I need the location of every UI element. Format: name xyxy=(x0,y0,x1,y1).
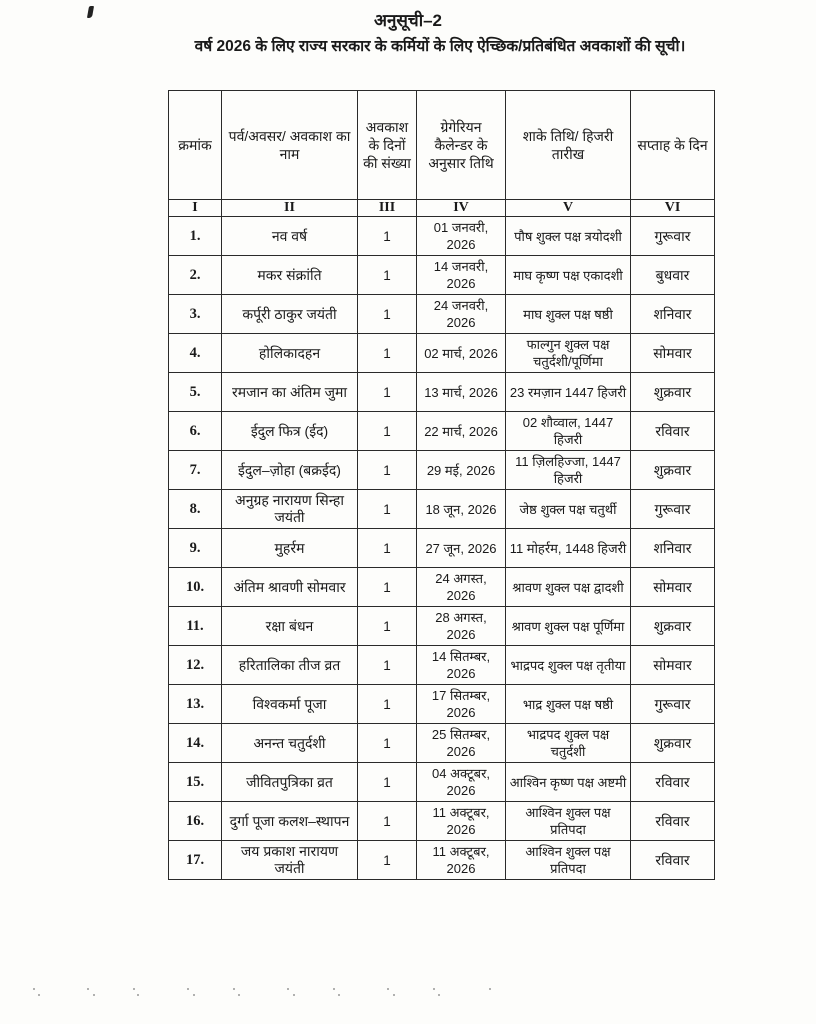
gregorian-date-cell: 11 अक्टूबर, 2026 xyxy=(417,841,506,880)
header-gregorian-date: ग्रेगेरियन कैलेन्डर के अनुसार तिथि xyxy=(417,91,506,200)
days-count-cell: 1 xyxy=(358,334,417,373)
gregorian-date-cell: 25 सितम्बर, 2026 xyxy=(417,724,506,763)
table-row xyxy=(169,256,715,295)
serial-number-cell: 7. xyxy=(169,451,222,490)
header-saka-hijri-date: शाके तिथि/ हिजरी तारीख xyxy=(506,91,631,200)
weekday-cell: बुधवार xyxy=(631,256,715,295)
occasion-name-cell: दुर्गा पूजा कलश–स्थापन xyxy=(222,802,358,841)
gregorian-date-cell: 13 मार्च, 2026 xyxy=(417,373,506,412)
table-row xyxy=(169,295,715,334)
gregorian-date-cell: 11 अक्टूबर, 2026 xyxy=(417,802,506,841)
weekday-cell: सोमवार xyxy=(631,646,715,685)
occasion-name-cell: हरितालिका तीज व्रत xyxy=(222,646,358,685)
table-row xyxy=(169,451,715,490)
days-count-cell: 1 xyxy=(358,490,417,529)
serial-number-cell: 10. xyxy=(169,568,222,607)
occasion-name-cell: होलिकादहन xyxy=(222,334,358,373)
saka-hijri-date-cell: 02 शौव्वाल, 1447 हिजरी xyxy=(506,412,631,451)
days-count-cell: 1 xyxy=(358,529,417,568)
saka-hijri-date-cell: 11 मोहर्रम, 1448 हिजरी xyxy=(506,529,631,568)
holiday-table xyxy=(168,90,715,880)
saka-hijri-date-cell: जेष्ठ शुक्ल पक्ष चतुर्थी xyxy=(506,490,631,529)
gregorian-date-cell: 28 अगस्त, 2026 xyxy=(417,607,506,646)
speck xyxy=(193,994,195,996)
days-count-cell: 1 xyxy=(358,256,417,295)
gregorian-date-cell: 02 मार्च, 2026 xyxy=(417,334,506,373)
table-row xyxy=(169,841,715,880)
days-count-cell: 1 xyxy=(358,412,417,451)
days-count-cell: 1 xyxy=(358,451,417,490)
saka-hijri-date-cell: फाल्गुन शुक्ल पक्ष चतुर्दशी/पूर्णिमा xyxy=(506,334,631,373)
gregorian-date-cell: 22 मार्च, 2026 xyxy=(417,412,506,451)
serial-number-cell: 8. xyxy=(169,490,222,529)
days-count-cell: 1 xyxy=(358,646,417,685)
days-count-cell: 1 xyxy=(358,295,417,334)
days-count-cell: 1 xyxy=(358,724,417,763)
saka-hijri-date-cell: श्रावण शुक्ल पक्ष पूर्णिमा xyxy=(506,607,631,646)
serial-number-cell: 5. xyxy=(169,373,222,412)
table-row xyxy=(169,646,715,685)
serial-number-cell: 4. xyxy=(169,334,222,373)
occasion-name-cell: कर्पूरी ठाकुर जयंती xyxy=(222,295,358,334)
table-row xyxy=(169,373,715,412)
serial-number-cell: 1. xyxy=(169,217,222,256)
speck xyxy=(438,994,440,996)
speck xyxy=(33,988,35,990)
gregorian-date-cell: 27 जून, 2026 xyxy=(417,529,506,568)
speck xyxy=(287,988,289,990)
occasion-name-cell: जय प्रकाश नारायण जयंती xyxy=(222,841,358,880)
speck xyxy=(93,994,95,996)
header-days-count: अवकाश के दिनों की संख्या xyxy=(358,91,417,200)
occasion-name-cell: अंतिम श्रावणी सोमवार xyxy=(222,568,358,607)
weekday-cell: गुरूवार xyxy=(631,490,715,529)
serial-number-cell: 16. xyxy=(169,802,222,841)
weekday-cell: शुक्रवार xyxy=(631,724,715,763)
gregorian-date-cell: 24 जनवरी, 2026 xyxy=(417,295,506,334)
days-count-cell: 1 xyxy=(358,607,417,646)
saka-hijri-date-cell: भाद्रपद शुक्ल पक्ष चतुर्दशी xyxy=(506,724,631,763)
column-numeral-row xyxy=(169,200,715,217)
occasion-name-cell: अनुग्रह नारायण सिन्हा जयंती xyxy=(222,490,358,529)
column-numeral: II xyxy=(222,200,358,217)
gregorian-date-cell: 17 सितम्बर, 2026 xyxy=(417,685,506,724)
gregorian-date-cell: 24 अगस्त, 2026 xyxy=(417,568,506,607)
weekday-cell: रविवार xyxy=(631,412,715,451)
column-numeral: III xyxy=(358,200,417,217)
table-row xyxy=(169,334,715,373)
header-row xyxy=(169,91,715,200)
speck xyxy=(133,988,135,990)
header-serial: क्रमांक xyxy=(169,91,222,200)
weekday-cell: सोमवार xyxy=(631,568,715,607)
serial-number-cell: 9. xyxy=(169,529,222,568)
occasion-name-cell: ईदुल–ज़ोहा (बक्रईद) xyxy=(222,451,358,490)
speck xyxy=(187,988,189,990)
footer-specks xyxy=(0,988,816,1008)
table-row xyxy=(169,724,715,763)
table-row xyxy=(169,802,715,841)
occasion-name-cell: जीवितपुत्रिका व्रत xyxy=(222,763,358,802)
weekday-cell: रविवार xyxy=(631,802,715,841)
days-count-cell: 1 xyxy=(358,763,417,802)
occasion-name-cell: मुहर्रम xyxy=(222,529,358,568)
speck xyxy=(387,988,389,990)
speck xyxy=(393,994,395,996)
gregorian-date-cell: 01 जनवरी, 2026 xyxy=(417,217,506,256)
gregorian-date-cell: 14 सितम्बर, 2026 xyxy=(417,646,506,685)
weekday-cell: रविवार xyxy=(631,763,715,802)
days-count-cell: 1 xyxy=(358,802,417,841)
speck xyxy=(333,988,335,990)
occasion-name-cell: रक्षा बंधन xyxy=(222,607,358,646)
days-count-cell: 1 xyxy=(358,685,417,724)
days-count-cell: 1 xyxy=(358,568,417,607)
saka-hijri-date-cell: पौष शुक्ल पक्ष त्रयोदशी xyxy=(506,217,631,256)
gregorian-date-cell: 29 मई, 2026 xyxy=(417,451,506,490)
table-row xyxy=(169,217,715,256)
schedule-label: अनुसूची–2 xyxy=(373,11,443,30)
serial-number-cell: 14. xyxy=(169,724,222,763)
saka-hijri-date-cell: माघ शुक्ल पक्ष षष्ठी xyxy=(506,295,631,334)
occasion-name-cell: रमजान का अंतिम जुमा xyxy=(222,373,358,412)
speck xyxy=(293,994,295,996)
saka-hijri-date-cell: आश्विन शुक्ल पक्ष प्रतिपदा xyxy=(506,802,631,841)
column-numeral: V xyxy=(506,200,631,217)
saka-hijri-date-cell: भाद्रपद शुक्ल पक्ष तृतीया xyxy=(506,646,631,685)
speck xyxy=(38,994,40,996)
saka-hijri-date-cell: आश्विन कृष्ण पक्ष अष्टमी xyxy=(506,763,631,802)
column-numeral: I xyxy=(169,200,222,217)
days-count-cell: 1 xyxy=(358,373,417,412)
serial-number-cell: 11. xyxy=(169,607,222,646)
saka-hijri-date-cell: भाद्र शुक्ल पक्ष षष्ठी xyxy=(506,685,631,724)
serial-number-cell: 3. xyxy=(169,295,222,334)
days-count-cell: 1 xyxy=(358,217,417,256)
saka-hijri-date-cell: आश्विन शुक्ल पक्ष प्रतिपदा xyxy=(506,841,631,880)
gregorian-date-cell: 04 अक्टूबर, 2026 xyxy=(417,763,506,802)
table-row xyxy=(169,763,715,802)
speck xyxy=(87,988,89,990)
saka-hijri-date-cell: 11 ज़िलहिज्जा, 1447 हिजरी xyxy=(506,451,631,490)
weekday-cell: शनिवार xyxy=(631,295,715,334)
column-numeral: IV xyxy=(417,200,506,217)
header-weekday: सप्ताह के दिन xyxy=(631,91,715,200)
weekday-cell: सोमवार xyxy=(631,334,715,373)
column-numeral: VI xyxy=(631,200,715,217)
occasion-name-cell: ईदुल फित्र (ईद) xyxy=(222,412,358,451)
document-heading: वर्ष 2026 के लिए राज्य सरकार के कर्मियों के लिए ऐच्छिक/प्रतिबंधित अवकाशों की सूची। xyxy=(194,38,686,55)
occasion-name-cell: विश्वकर्मा पूजा xyxy=(222,685,358,724)
weekday-cell: शुक्रवार xyxy=(631,373,715,412)
serial-number-cell: 6. xyxy=(169,412,222,451)
table-row xyxy=(169,490,715,529)
table-row xyxy=(169,412,715,451)
occasion-name-cell: नव वर्ष xyxy=(222,217,358,256)
weekday-cell: गुरूवार xyxy=(631,217,715,256)
serial-number-cell: 17. xyxy=(169,841,222,880)
saka-hijri-date-cell: माघ कृष्ण पक्ष एकादशी xyxy=(506,256,631,295)
speck xyxy=(489,988,491,990)
speck xyxy=(233,988,235,990)
saka-hijri-date-cell: 23 रमज़ान 1447 हिजरी xyxy=(506,373,631,412)
occasion-name-cell: मकर संक्रांति xyxy=(222,256,358,295)
table-row xyxy=(169,685,715,724)
table-row xyxy=(169,529,715,568)
weekday-cell: शुक्रवार xyxy=(631,607,715,646)
weekday-cell: रविवार xyxy=(631,841,715,880)
serial-number-cell: 12. xyxy=(169,646,222,685)
serial-number-cell: 13. xyxy=(169,685,222,724)
serial-number-cell: 2. xyxy=(169,256,222,295)
table-row xyxy=(169,568,715,607)
speck xyxy=(338,994,340,996)
speck xyxy=(137,994,139,996)
saka-hijri-date-cell: श्रावण शुक्ल पक्ष द्वादशी xyxy=(506,568,631,607)
table-row xyxy=(169,607,715,646)
gregorian-date-cell: 18 जून, 2026 xyxy=(417,490,506,529)
weekday-cell: शनिवार xyxy=(631,529,715,568)
occasion-name-cell: अनन्त चतुर्दशी xyxy=(222,724,358,763)
weekday-cell: गुरूवार xyxy=(631,685,715,724)
speck xyxy=(433,988,435,990)
days-count-cell: 1 xyxy=(358,841,417,880)
weekday-cell: शुक्रवार xyxy=(631,451,715,490)
header-occasion-name: पर्व/अवसर/ अवकाश का नाम xyxy=(222,91,358,200)
speck xyxy=(238,994,240,996)
serial-number-cell: 15. xyxy=(169,763,222,802)
gregorian-date-cell: 14 जनवरी, 2026 xyxy=(417,256,506,295)
